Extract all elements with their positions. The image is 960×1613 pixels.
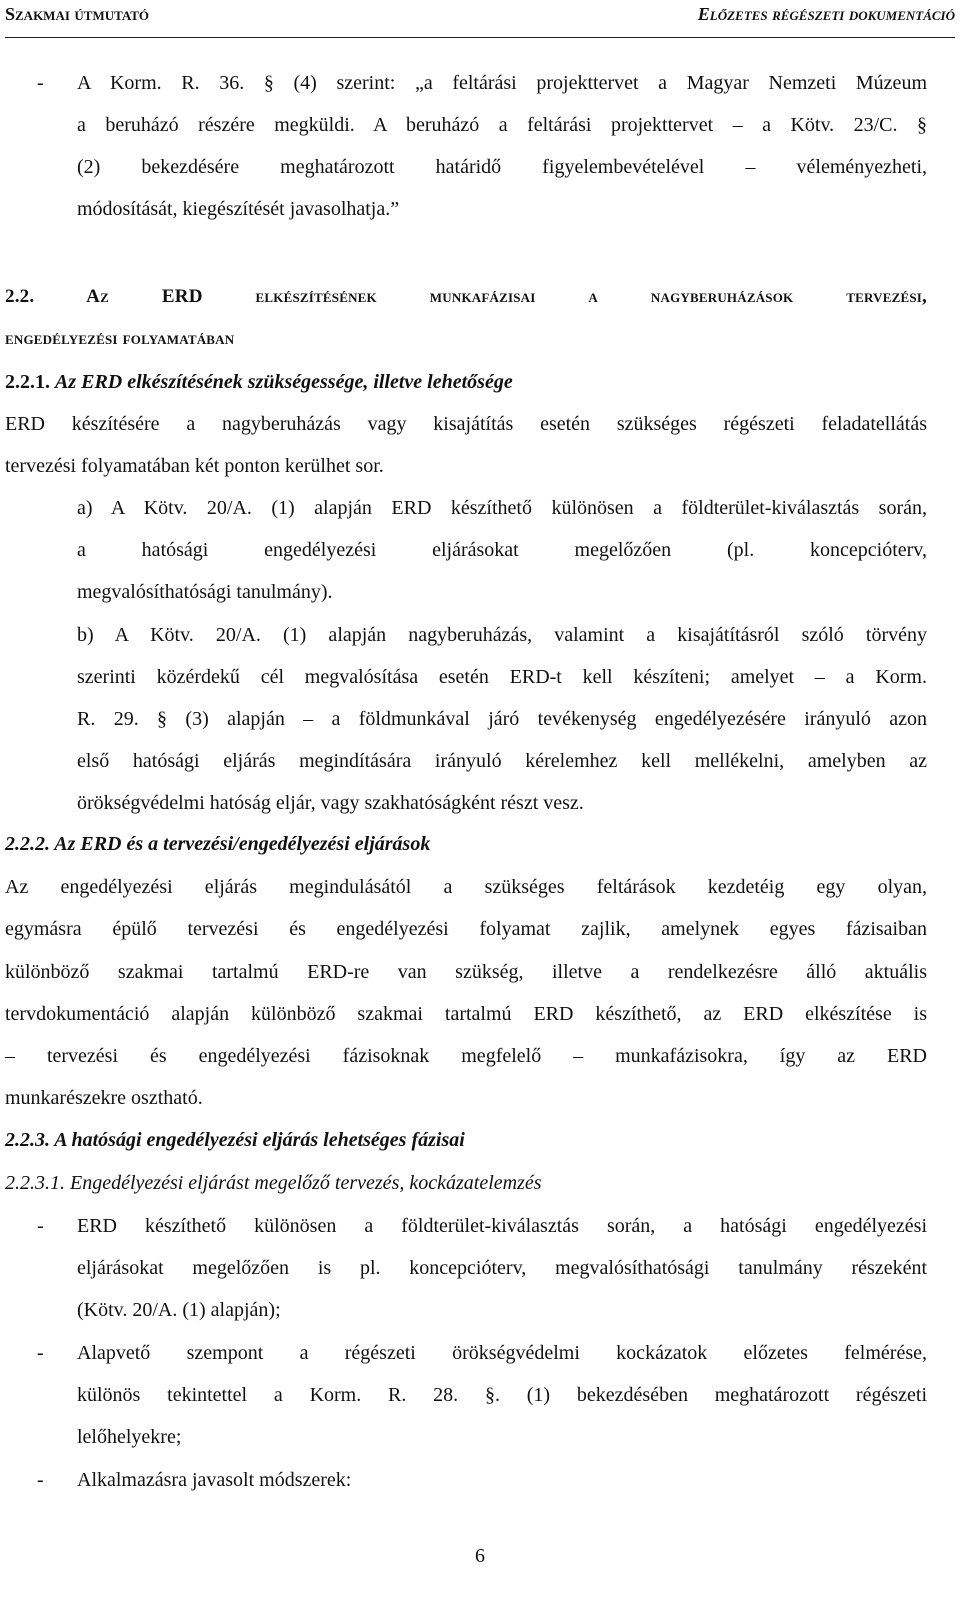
bullet-1-line-1: ERD készíthető különösen a földterület-kiválasztás során, a hatósági engedélyezési: [77, 1215, 927, 1237]
item-b-line-4: első hatósági eljárás megindítására irányuló kérelemhez kell mellékelni, amelyben az: [77, 750, 927, 772]
bullet-1-line-3: (Kötv. 20/A. (1) alapján);: [77, 1299, 281, 1321]
bullet-3-line-1: Alkalmazásra javasolt módszerek:: [77, 1469, 352, 1491]
section-2-2-2-body-line-4: tervdokumentáció alapján különböző szakmai tartalmú ERD készíthető, az ERD elkészítése is: [5, 1003, 927, 1025]
bullet-1-line-2: eljárásokat megelőzően is pl. koncepcióterv, megvalósíthatósági tanulmány részeként: [77, 1257, 927, 1279]
item-b-line-2: szerinti közérdekű cél megvalósítása esetén ERD-t kell készíteni; amelyet – a Korm.: [77, 666, 927, 688]
section-2-2-1-title: Az ERD elkészítésének szükségessége, illetve lehetősége: [55, 371, 513, 393]
bullet-2-line-3: lelőhelyekre;: [77, 1426, 182, 1448]
section-2-2-heading-line-2: engedélyezési folyamatában: [5, 328, 235, 349]
section-2-2-1-heading: [5, 367, 927, 397]
section-2-2-heading-line-1: 2.2. Az ERD elkészítésének munkafázisai a nagyberuházások tervezési,: [5, 286, 927, 307]
section-2-2-2-body-line-6: munkarészekre osztható.: [5, 1087, 203, 1109]
intro-dash: -: [37, 72, 44, 94]
intro-line-4: módosítását, kiegészítését javasolhatja.”: [77, 198, 400, 220]
item-a-line-3: megvalósíthatósági tanulmány).: [77, 581, 333, 603]
header-right-title: Előzetes régészeti dokumentáció: [697, 4, 955, 24]
header-left-title: Szakmai útmutató: [5, 4, 150, 24]
section-2-2-2-body-line-3: különböző szakmai tartalmú ERD-re van szükség, illetve a rendelkezésre álló aktuális: [5, 961, 927, 983]
section-2-2-3-heading: 2.2.3. A hatósági engedélyezési eljárás lehetséges fázisai: [5, 1129, 465, 1151]
bullet-2-line-1: Alapvető szempont a régészeti örökségvédelmi kockázatok előzetes felmérése,: [77, 1342, 927, 1364]
section-2-2-1-number: 2.2.1.: [5, 371, 50, 393]
item-b-line-3: R. 29. § (3) alapján – a földmunkával járó tevékenység engedélyezésére irányuló azon: [77, 708, 927, 730]
bullet-1-dash: -: [37, 1215, 44, 1237]
section-2-2-2-heading: 2.2.2. Az ERD és a tervezési/engedélyezési eljárások: [5, 833, 431, 855]
page-number: 6: [475, 1545, 485, 1567]
item-b-line-5: örökségvédelmi hatóság eljár, vagy szakhatóságként részt vesz.: [77, 792, 584, 814]
section-2-2-1-body-line-1: ERD készítésére a nagyberuházás vagy kisajátítás esetén szükséges régészeti feladatellátás: [5, 413, 927, 435]
bullet-2-dash: -: [37, 1342, 44, 1364]
item-a-line-1: a) A Kötv. 20/A. (1) alapján ERD készíthető különösen a földterület-kiválasztás során,: [77, 497, 927, 519]
section-2-2-1-body-line-2: tervezési folyamatában két ponton kerülhet sor.: [5, 455, 384, 477]
bullet-2-line-2: különös tekintettel a Korm. R. 28. §. (1) bekezdésében meghatározott régészeti: [77, 1384, 927, 1406]
intro-line-3: (2) bekezdésére meghatározott határidő figyelembevételével – véleményezheti,: [77, 156, 927, 178]
section-2-2-2-body-line-2: egymásra épülő tervezési és engedélyezési folyamat zajlik, amelynek egyes fázisaiban: [5, 918, 927, 940]
bullet-3-dash: -: [37, 1469, 44, 1491]
intro-line-1: A Korm. R. 36. § (4) szerint: „a feltárási projekttervet a Magyar Nemzeti Múzeum: [77, 72, 927, 94]
section-2-2-3-1-heading: 2.2.3.1. Engedélyezési eljárást megelőző tervezés, kockázatelemzés: [5, 1172, 542, 1194]
item-a-line-2: a hatósági engedélyezési eljárásokat megelőzően (pl. koncepcióterv,: [77, 539, 927, 561]
section-2-2-2-body-line-5: – tervezési és engedélyezési fázisoknak megfelelő – munkafázisokra, így az ERD: [5, 1045, 927, 1067]
page-header: [5, 0, 955, 38]
item-b-line-1: b) A Kötv. 20/A. (1) alapján nagyberuházás, valamint a kisajátításról szóló törvény: [77, 624, 927, 646]
section-2-2-2-body-line-1: Az engedélyezési eljárás megindulásától a szükséges feltárások kezdetéig egy olyan,: [5, 876, 927, 898]
intro-line-2: a beruházó részére megküldi. A beruházó a feltárási projekttervet – a Kötv. 23/C. §: [77, 114, 927, 136]
